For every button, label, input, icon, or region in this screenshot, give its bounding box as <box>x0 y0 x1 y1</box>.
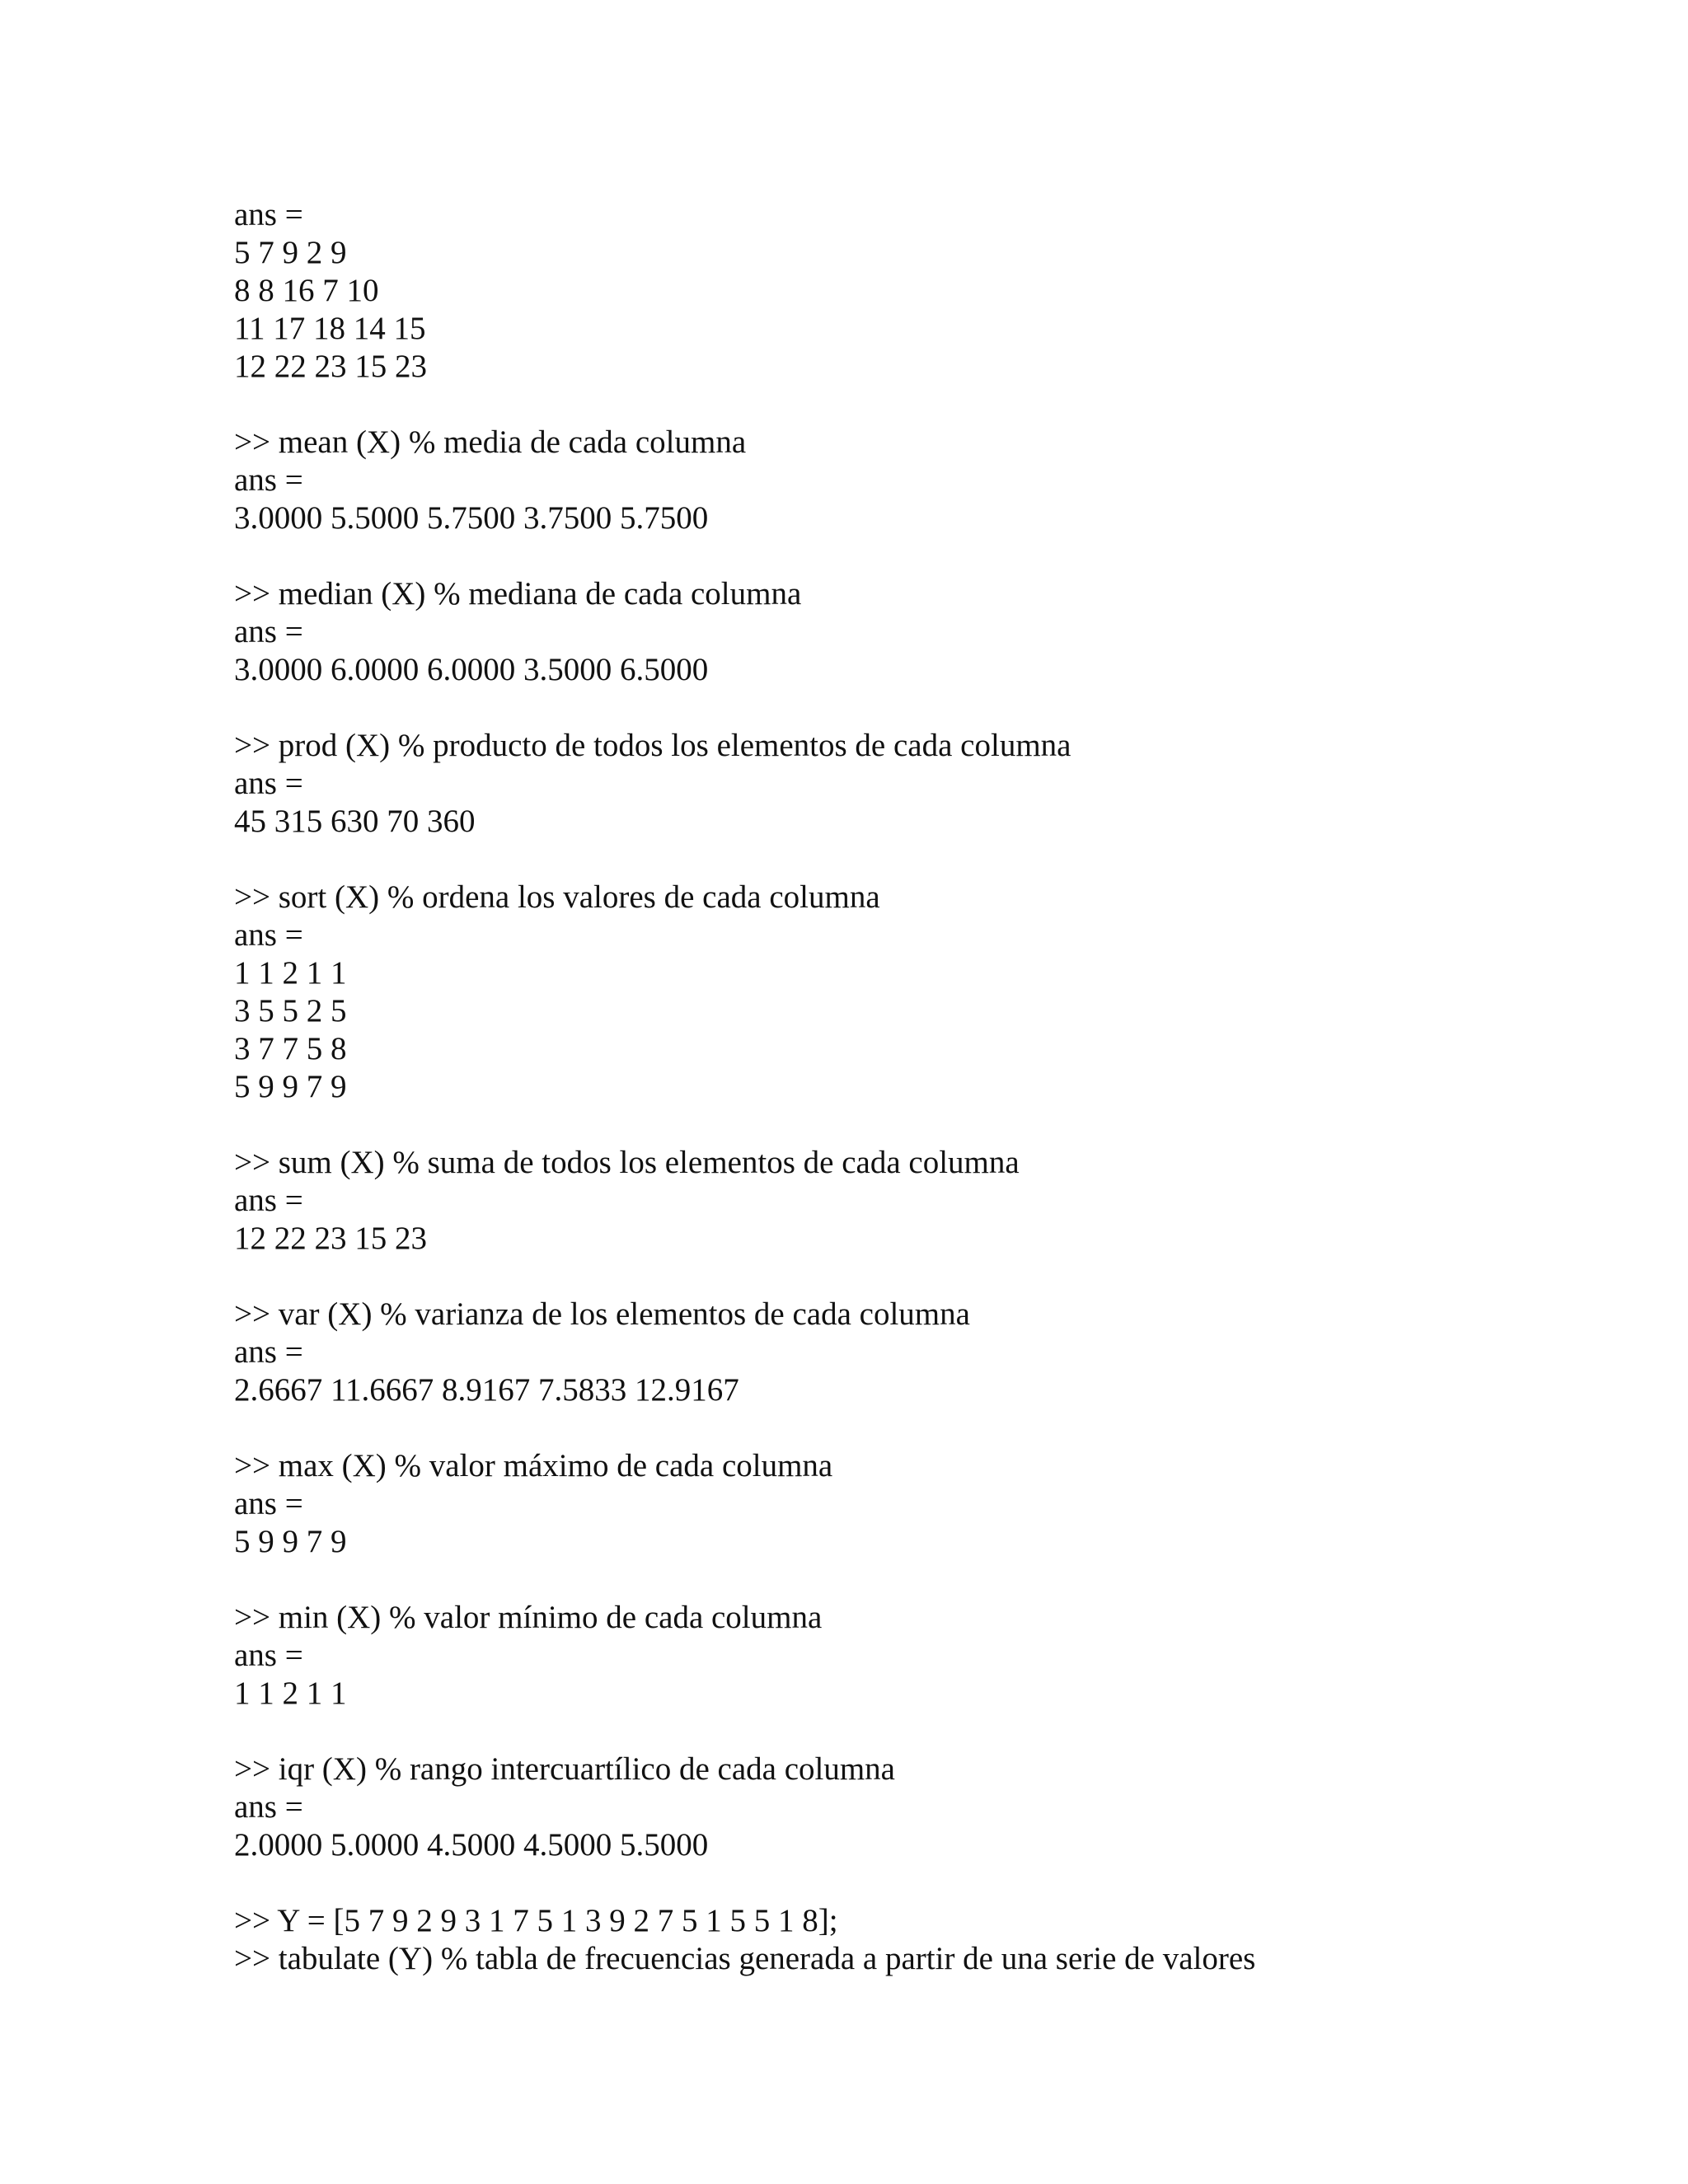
text-line: >> mean (X) % media de cada columna <box>234 424 747 460</box>
text-line: >> var (X) % varianza de los elementos de cada columna <box>234 1296 970 1332</box>
text-line: 12 22 23 15 23 <box>234 1221 427 1256</box>
text-line: ans = <box>234 197 303 232</box>
output-block <box>234 1447 1635 1561</box>
text-line: 5 7 9 2 9 <box>234 235 347 270</box>
output-block <box>234 196 1635 386</box>
output-block <box>234 424 1635 537</box>
output-block <box>234 1144 1635 1258</box>
text-line: >> min (X) % valor mínimo de cada columna <box>234 1600 823 1635</box>
text-line: >> max (X) % valor máximo de cada columna <box>234 1448 833 1483</box>
text-line: 1 1 2 1 1 <box>234 1675 347 1711</box>
output-block <box>234 1750 1635 1864</box>
text-line: >> median (X) % mediana de cada columna <box>234 576 802 612</box>
text-line: >> sort (X) % ordena los valores de cada columna <box>234 879 880 915</box>
text-line: 5 9 9 7 9 <box>234 1069 347 1104</box>
output-block <box>234 575 1635 689</box>
text-line: >> Y = [5 7 9 2 9 3 1 7 5 1 3 9 2 7 5 1 5 5 1 8]; <box>234 1903 838 1938</box>
text-line: ans = <box>234 614 303 649</box>
text-line: >> iqr (X) % rango intercuartílico de cada columna <box>234 1751 895 1787</box>
text-line: 3.0000 5.5000 5.7500 3.7500 5.7500 <box>234 500 709 536</box>
text-line: 2.0000 5.0000 4.5000 4.5000 5.5000 <box>234 1827 709 1863</box>
output-block <box>234 1902 1635 1978</box>
text-line: 8 8 16 7 10 <box>234 273 379 308</box>
document-page <box>234 196 1635 1978</box>
text-line: 12 22 23 15 23 <box>234 349 427 384</box>
text-line: >> tabulate (Y) % tabla de frecuencias generada a partir de una serie de valores <box>234 1941 1256 1976</box>
output-block <box>234 879 1635 1106</box>
text-line: ans = <box>234 1183 303 1218</box>
text-line: ans = <box>234 1486 303 1521</box>
text-line: 3.0000 6.0000 6.0000 3.5000 6.5000 <box>234 652 709 687</box>
text-line: 1 1 2 1 1 <box>234 955 347 991</box>
text-line: 11 17 18 14 15 <box>234 311 426 346</box>
text-line: 3 5 5 2 5 <box>234 993 347 1029</box>
text-line: ans = <box>234 1789 303 1825</box>
text-line: 3 7 7 5 8 <box>234 1031 347 1066</box>
text-line: ans = <box>234 766 303 801</box>
output-block <box>234 1599 1635 1713</box>
text-line: 5 9 9 7 9 <box>234 1524 347 1559</box>
text-line: ans = <box>234 917 303 953</box>
text-line: ans = <box>234 1638 303 1673</box>
text-line: ans = <box>234 1334 303 1370</box>
text-line: 45 315 630 70 360 <box>234 804 476 839</box>
text-line: >> prod (X) % producto de todos los elementos de cada columna <box>234 728 1071 763</box>
output-block <box>234 727 1635 841</box>
text-line: 2.6667 11.6667 8.9167 7.5833 12.9167 <box>234 1372 739 1408</box>
text-line: >> sum (X) % suma de todos los elementos de cada columna <box>234 1145 1020 1180</box>
output-block <box>234 1296 1635 1409</box>
text-line: ans = <box>234 462 303 498</box>
